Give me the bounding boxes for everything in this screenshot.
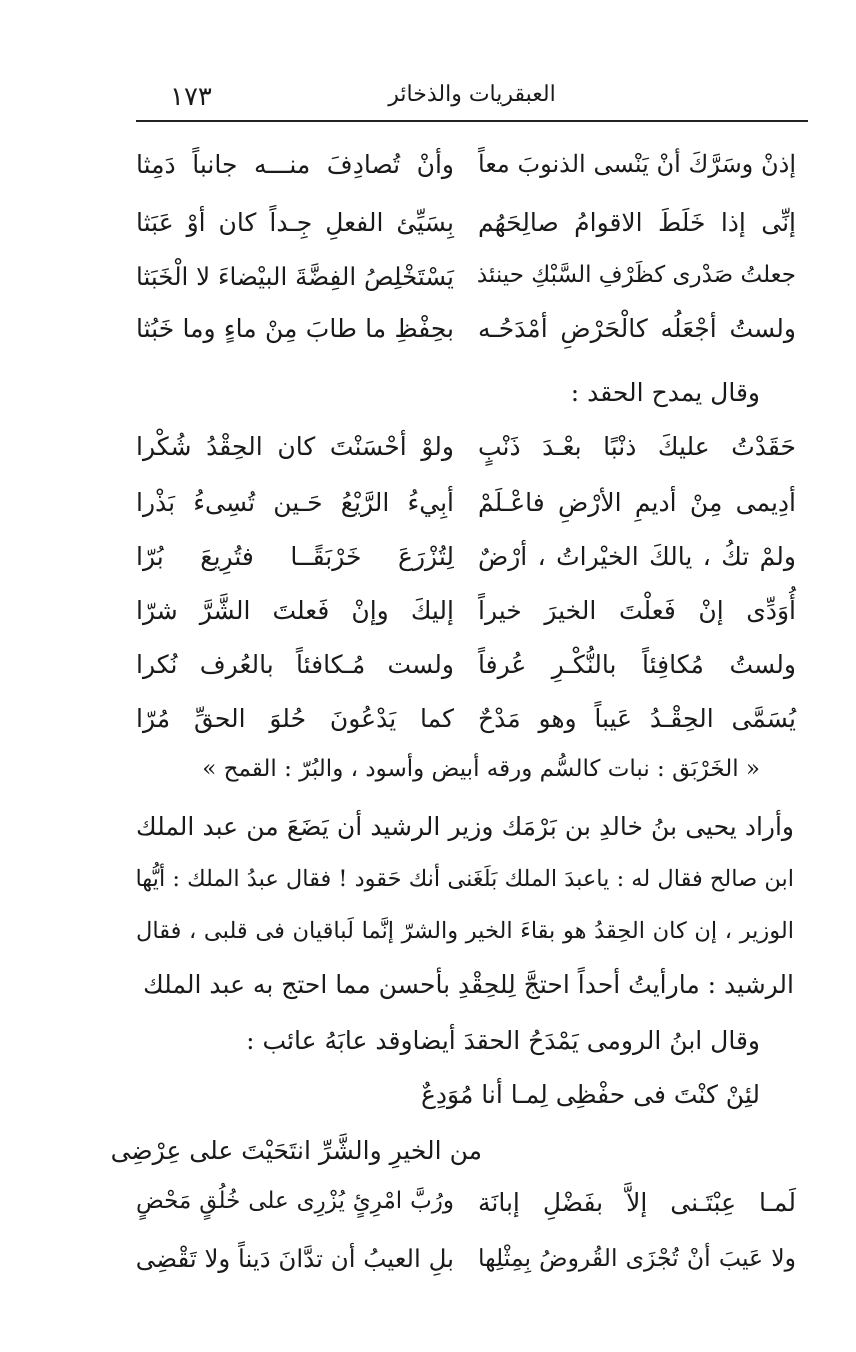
glossary-note: « الخَرْبَق : نبات كالسُّم ورقه أبيض وأسود ، والبُرّ : القمح » (202, 756, 760, 782)
verse-first-hemistich: أدِيمى مِنْ أديمِ الأرْضِ فاعْـلَمْ (478, 488, 796, 517)
verse-first-hemistich: ولستُ أجْعَلُه كالْحَرْضِ أمْدَحُـه (478, 314, 796, 343)
running-title: العبقريات والذخائر (388, 82, 556, 107)
verse (136, 262, 796, 314)
verse-first-hemistich: ولستُ مُكافِئاً بالنُّكْـرِ عُرفاً (478, 650, 796, 679)
verse-second-hemistich: ورُبَّ امْرِئٍ يُزْرِى على خُلُقٍ مَحْضٍ (136, 1188, 454, 1214)
verse (136, 650, 796, 702)
verse-second-hemistich: وأنْ تُصادِفَ منـــه جانباً دَمِثا (136, 150, 454, 179)
verse (136, 704, 796, 756)
verse-first-hemistich: حَقَدْتُ عليكَ ذنْبًا بعْـدَ ذَنْبٍ (478, 432, 796, 461)
verse (136, 1244, 796, 1296)
section-heading: وقال يمدح الحقد : (570, 378, 760, 407)
verse-second-hemistich: إليكَ وإنْ فَعلتَ الشَّرَّ شرّا (136, 596, 454, 625)
verse-second-hemistich: يَسْتَخْلِصُ الفِضَّةَ البيْضاءَ لا الْخَبَثا (136, 262, 454, 291)
prose-line: وأراد يحيى بنُ خالدِ بن بَرْمَك وزير الرشيد أن يَضَعَ من عبد الملك (136, 812, 794, 841)
verse-line: لئِنْ كنْتَ فى حفْظِى لِمـا أنا مُوَدِعٌ (421, 1080, 760, 1109)
verse-second-hemistich: بِسَيِّئ الفعلِ جِـداً كان أوْ عَبَثا (136, 208, 454, 237)
verse-second-hemistich: كما يَدْعُونَ حُلوَ الحقِّ مُرّا (136, 704, 454, 733)
verse-second-hemistich: أبِيءُ الرَّيْعُ حَـين تُسِىءُ بَذْرا (136, 488, 454, 517)
prose-line: الوزير ، إن كان الحِقدُ هو بقاءَ الخير والشرّ إنَّما لَباقيان فى قلبى ، فقال (136, 918, 794, 944)
verse-first-hemistich: إنِّى إذا خَلَطَ الاقوامُ صالِحَهُم (478, 208, 796, 237)
page-header (136, 78, 808, 118)
verse-second-hemistich: بحِفْظِ ما طابَ مِنْ ماءٍ وما خَبُثا (136, 314, 454, 343)
verse (136, 150, 796, 202)
prose-line: ابن صالح فقال له : ياعبدَ الملك بَلَغَنى أنك حَقود ! فقال عبدُ الملك : أيُّها (135, 866, 794, 892)
section-heading: وقال ابنُ الرومى يَمْدَحُ الحقدَ أيضاوقد عابَهُ عائب : (246, 1026, 760, 1055)
verse-second-hemistich: بلِ العيبُ أن تدَّانَ دَيناً ولا تَقْضِى (135, 1244, 454, 1273)
verse (136, 314, 796, 366)
verse-first-hemistich: ولا عَيبَ أنْ تُجْزَى القُروضُ بِمِثْلِها (478, 1244, 796, 1272)
prose-line: الرشيد : مارأيتُ أحداً احتجَّ لِلحِقْدِ بأحسن مما احتج به عبد الملك (143, 970, 794, 999)
verse (136, 596, 796, 648)
verse (136, 488, 796, 540)
verse (136, 432, 796, 484)
verse (136, 208, 796, 260)
verse-first-hemistich: ولمْ تكُ ، يالكَ الخيْراتُ ، أرْضٌ (478, 542, 796, 571)
verse-first-hemistich: يُسَمَّى الحِقْـدُ عَيباً وهو مَدْحٌ (478, 704, 796, 733)
verse (136, 1188, 796, 1240)
header-rule (136, 120, 808, 122)
page-number: ١٧٣ (170, 82, 212, 112)
verse-second-hemistich: لِتُزْرَعَ خَرْبَقًــا فتُرِيعَ بُرّا (136, 542, 454, 571)
verse-second-hemistich: ولست مُـكافئاً بالعُرف نُكرا (136, 650, 454, 679)
verse-first-hemistich: لَمـا عِبْتَـنى إلاَّ بفَضْلِ إبانَة (478, 1188, 796, 1217)
verse-first-hemistich: أُوَدِّى إنْ فَعلْتَ الخيرَ خيراً (478, 596, 796, 625)
verse (136, 542, 796, 594)
verse-line: من الخيرِ والشَّرِّ انتَحَيْتَ على عِرْضِى (110, 1136, 482, 1165)
verse-second-hemistich: ولوْ أحْسَنْتَ كان الحِقْدُ شُكْرا (136, 432, 454, 461)
verse-first-hemistich: جعلتُ صَدْرى كظَرْفِ السَّبْكِ حينئذ (476, 262, 796, 288)
verse-first-hemistich: إذنْ وسَرَّكَ أنْ يَنْسى الذنوبَ معاً (478, 150, 796, 178)
